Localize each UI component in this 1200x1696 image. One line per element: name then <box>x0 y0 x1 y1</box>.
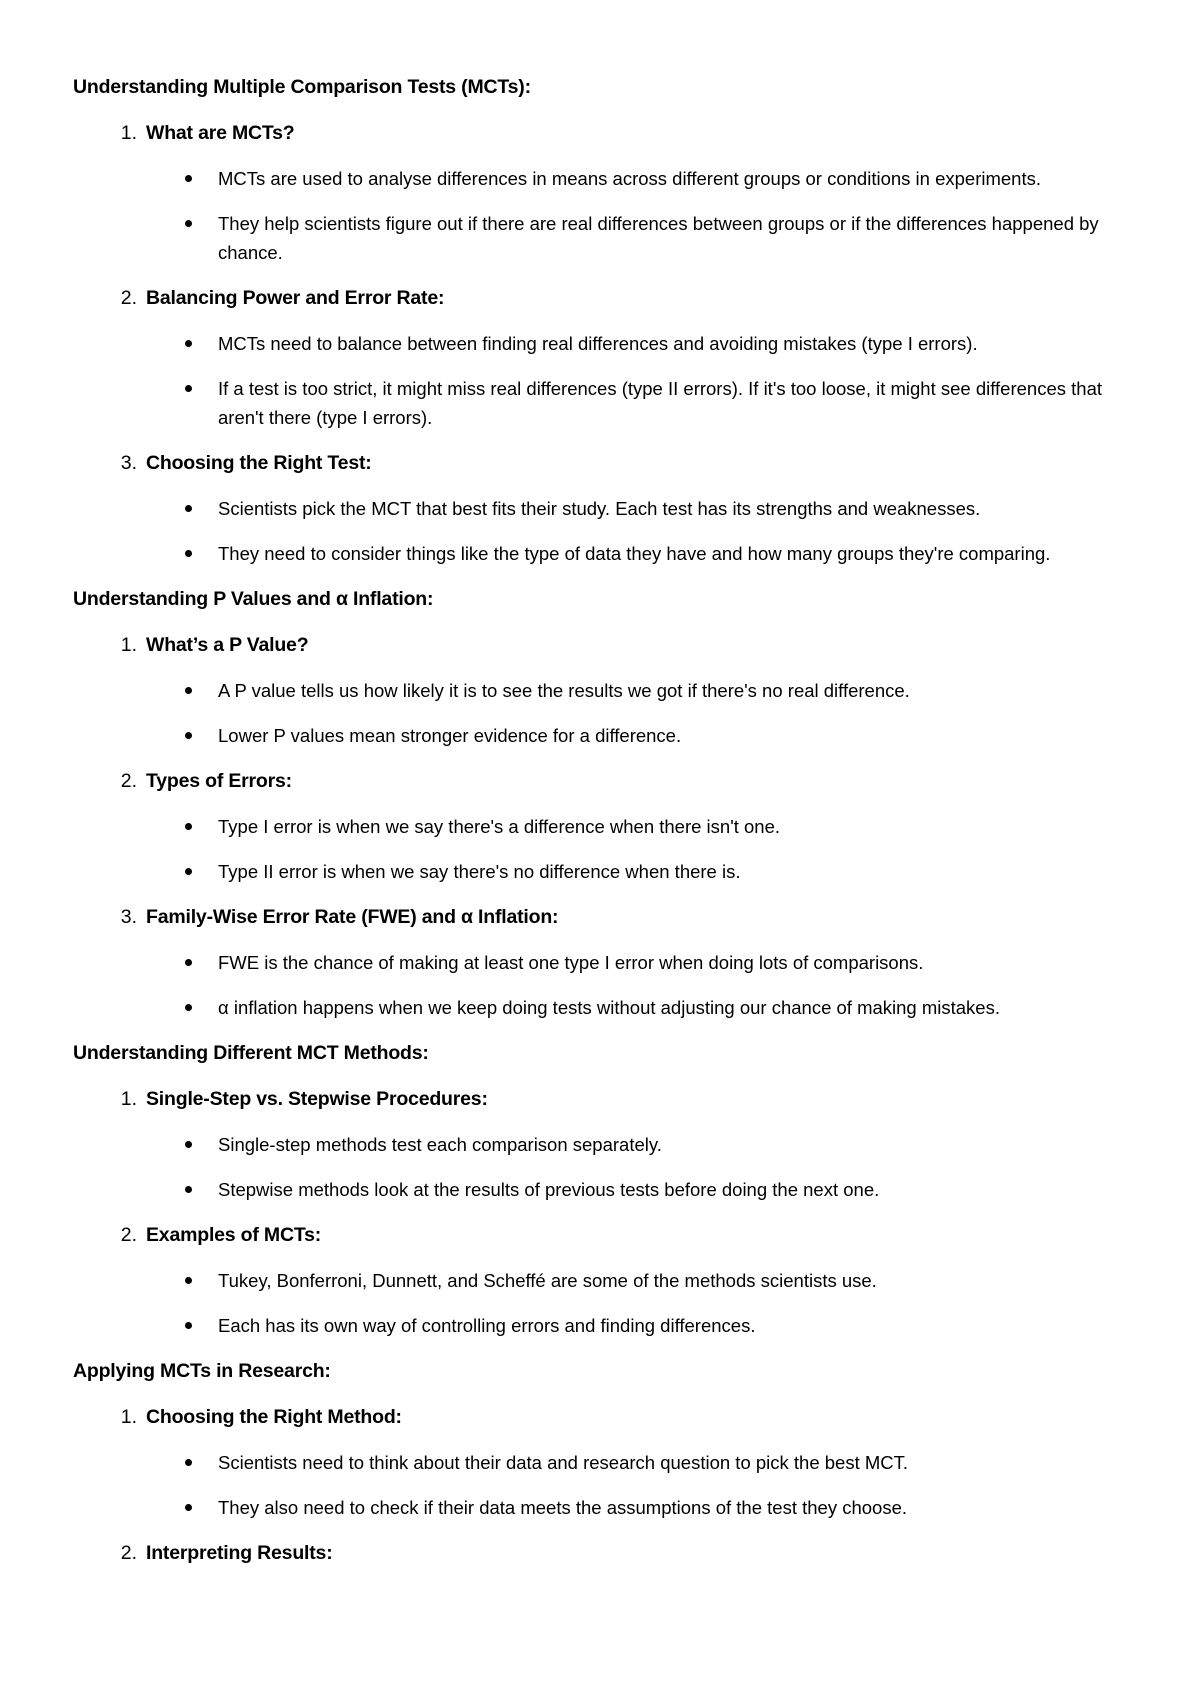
document-content <box>73 72 1133 1584</box>
numbered-item <box>73 448 1133 478</box>
item-number: 1. <box>120 1088 137 1110</box>
section-heading: Applying MCTs in Research: <box>73 1360 331 1382</box>
bullet-item <box>73 1130 1133 1159</box>
bullet-icon <box>73 209 218 267</box>
bullet-icon <box>73 1311 218 1340</box>
bullet-text: MCTs are used to analyse differences in means across different groups or conditions in experiments. <box>218 168 1041 189</box>
bullet-item <box>73 1448 1133 1477</box>
bullet-icon <box>73 1175 218 1204</box>
bullet-text: Type I error is when we say there's a difference when there isn't one. <box>218 816 781 837</box>
bullet-item <box>73 209 1133 267</box>
item-title: Family-Wise Error Rate (FWE) and α Inflation: <box>146 906 559 928</box>
bullet-text: MCTs need to balance between finding real differences and avoiding mistakes (type I errors). <box>218 333 978 354</box>
bullet-item <box>73 494 1133 523</box>
bullet-text: A P value tells us how likely it is to see the results we got if there's no real difference. <box>218 680 910 701</box>
bullet-icon <box>73 1448 218 1477</box>
bullet-text: Lower P values mean stronger evidence for a difference. <box>218 725 682 746</box>
bullet-icon <box>73 1130 218 1159</box>
bullet-text: Scientists pick the MCT that best fits their study. Each test has its strengths and weaknesses. <box>218 498 981 519</box>
bullet-item <box>73 993 1133 1022</box>
bullet-text: They help scientists figure out if there are real differences between groups or if the differences happened by chance. <box>218 213 1099 263</box>
bullet-text: Type II error is when we say there's no difference when there is. <box>218 861 741 882</box>
numbered-item <box>73 766 1133 796</box>
bullet-item <box>73 1311 1133 1340</box>
item-number: 2. <box>120 287 137 309</box>
bullet-item <box>73 1266 1133 1295</box>
bullet-item <box>73 164 1133 193</box>
bullet-icon <box>73 948 218 977</box>
item-title: What are MCTs? <box>146 122 295 144</box>
item-title: Examples of MCTs: <box>146 1224 322 1246</box>
item-number: 1. <box>120 122 137 144</box>
bullet-item <box>73 1175 1133 1204</box>
bullet-icon <box>73 1266 218 1295</box>
bullet-icon <box>73 993 218 1022</box>
bullet-text: They also need to check if their data meets the assumptions of the test they choose. <box>218 1497 907 1518</box>
item-title: Balancing Power and Error Rate: <box>146 287 445 309</box>
bullet-icon <box>73 329 218 358</box>
bullet-item <box>73 948 1133 977</box>
bullet-text: Scientists need to think about their data and research question to pick the best MCT. <box>218 1452 909 1473</box>
bullet-icon <box>73 539 218 568</box>
item-title: Choosing the Right Test: <box>146 452 372 474</box>
item-number: 2. <box>120 1224 137 1246</box>
numbered-item <box>73 1084 1133 1114</box>
numbered-item <box>73 902 1133 932</box>
item-number: 1. <box>120 634 137 656</box>
item-number: 3. <box>120 906 137 928</box>
bullet-icon <box>73 676 218 705</box>
section-heading: Understanding Multiple Comparison Tests (MCTs): <box>73 76 531 98</box>
item-number: 2. <box>120 770 137 792</box>
bullet-icon <box>73 374 218 432</box>
bullet-item <box>73 1493 1133 1522</box>
bullet-text: FWE is the chance of making at least one type I error when doing lots of comparisons. <box>218 952 924 973</box>
numbered-item <box>73 1402 1133 1432</box>
bullet-icon <box>73 1493 218 1522</box>
bullet-text: They need to consider things like the type of data they have and how many groups they're comparing. <box>218 543 1051 564</box>
bullet-icon <box>73 812 218 841</box>
numbered-item <box>73 1220 1133 1250</box>
bullet-text: Single-step methods test each comparison separately. <box>218 1134 662 1155</box>
bullet-text: Stepwise methods look at the results of previous tests before doing the next one. <box>218 1179 880 1200</box>
section-heading: Understanding Different MCT Methods: <box>73 1042 429 1064</box>
bullet-icon <box>73 857 218 886</box>
bullet-item <box>73 329 1133 358</box>
bullet-icon <box>73 164 218 193</box>
item-number: 1. <box>120 1406 137 1428</box>
bullet-item <box>73 539 1133 568</box>
numbered-item <box>73 630 1133 660</box>
item-title: Types of Errors: <box>146 770 292 792</box>
bullet-text: α inflation happens when we keep doing tests without adjusting our chance of making mistakes. <box>218 997 1000 1018</box>
bullet-item <box>73 857 1133 886</box>
bullet-item <box>73 676 1133 705</box>
numbered-item <box>73 118 1133 148</box>
item-title: Single-Step vs. Stepwise Procedures: <box>146 1088 488 1110</box>
bullet-text: If a test is too strict, it might miss real differences (type II errors). If it's too loose, it might see differences that aren't there (type I errors). <box>218 378 1102 428</box>
item-number: 2. <box>120 1542 137 1564</box>
item-title: What’s a P Value? <box>146 634 309 656</box>
item-title: Interpreting Results: <box>146 1542 333 1564</box>
bullet-item <box>73 812 1133 841</box>
bullet-icon <box>73 494 218 523</box>
numbered-item <box>73 1538 1133 1568</box>
section-heading: Understanding P Values and α Inflation: <box>73 588 434 610</box>
item-number: 3. <box>120 452 137 474</box>
bullet-text: Tukey, Bonferroni, Dunnett, and Scheffé are some of the methods scientists use. <box>218 1270 877 1291</box>
bullet-item <box>73 374 1133 432</box>
item-title: Choosing the Right Method: <box>146 1406 402 1428</box>
bullet-icon <box>73 721 218 750</box>
bullet-text: Each has its own way of controlling errors and finding differences. <box>218 1315 756 1336</box>
numbered-item <box>73 283 1133 313</box>
bullet-item <box>73 721 1133 750</box>
